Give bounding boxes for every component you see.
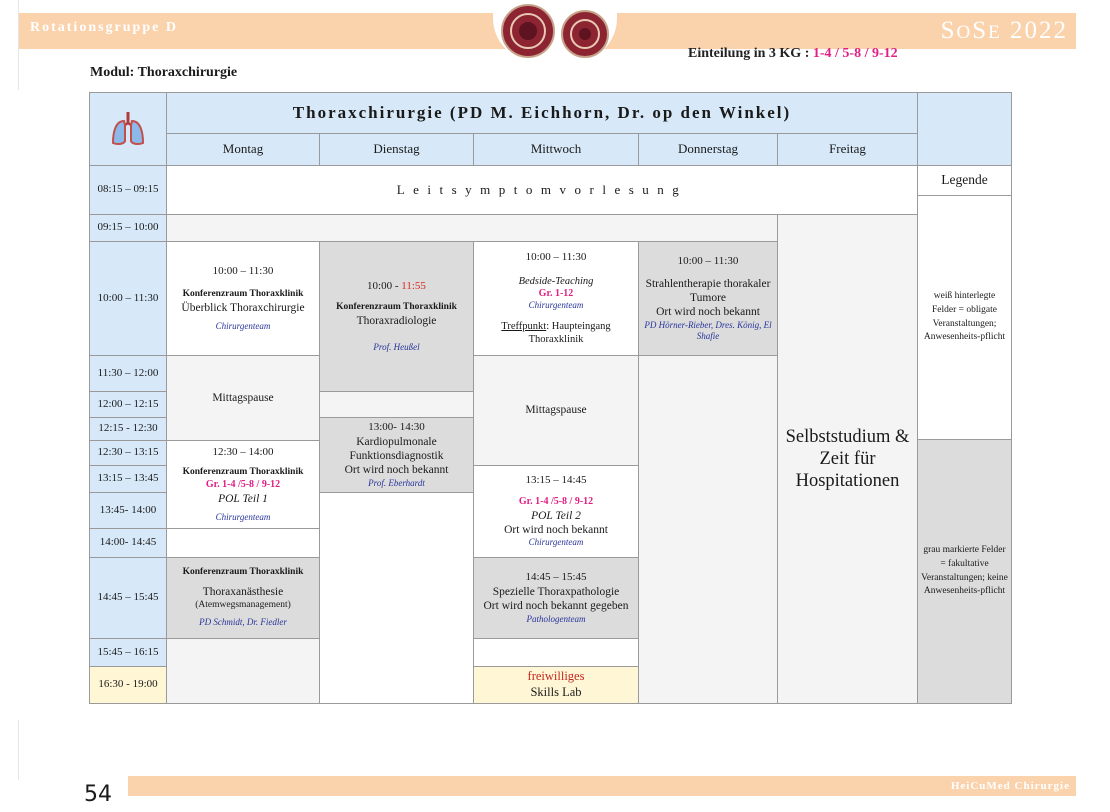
leitsymptom-lecture: Leitsymptomvorlesung [167,166,918,215]
friday-self-study: Selbststudium & Zeit für Hospitationen [778,215,918,704]
schedule-table [89,92,1012,704]
time-slot: 10:00 – 11:30 [90,242,167,356]
time-slot: 09:15 – 10:00 [90,215,167,242]
empty-slot [639,356,778,704]
time-slot: 13:15 – 13:45 [90,466,167,493]
day-tuesday: Dienstag [320,134,474,166]
empty-slot [167,639,320,704]
monday-lunch: Mittagspause [167,356,320,441]
empty-slot [474,639,639,667]
wednesday-lunch: Mittagspause [474,356,639,466]
header-blank [918,93,1012,166]
lungs-icon [108,109,148,149]
wednesday-session-pathology: 14:45 – 15:45 Spezielle Thoraxpathologie Ort wird noch bekannt gegeben Pathologenteam [474,558,639,639]
page-number: 54 [84,782,112,807]
time-slot: 12:30 – 13:15 [90,441,167,466]
wednesday-session-pol: 13:15 – 14:45 Gr. 1-4 /5-8 / 9-12 POL Teil 2 Ort wird noch bekannt Chirurgenteam [474,466,639,558]
rotation-group-title: Rotationsgruppe D [30,20,178,35]
time-slot: 16:30 - 19:00 [90,667,167,704]
group-assignment: Einteilung in 3 KG : 1-4 / 5-8 / 9-12 [688,46,898,61]
monday-session-overview: 10:00 – 11:30 Konferenzraum Thoraxklinik Überblick Thoraxchirurgie Chirurgenteam [167,242,320,356]
legend-label: Legende [918,166,1012,196]
monday-session-anaesthesia: Konferenzraum Thoraxklinik Thoraxanästhesie (Atemwegsmanagement) PD Schmidt, Dr. Fiedler [167,558,320,639]
time-slot: 11:30 – 12:00 [90,356,167,392]
footer-label: HeiCuMed Chirurgie [950,780,1070,792]
margin-line [18,0,19,90]
module-title: Modul: Thoraxchirurgie [90,65,238,80]
logo-area [493,0,617,62]
empty-slot [167,529,320,558]
faculty-seal-icon [561,10,609,58]
semester-label: SOSE 2022 [940,17,1068,44]
university-seal-icon [501,4,555,58]
time-slot: 14:45 – 15:45 [90,558,167,639]
empty-slot [167,215,778,242]
legend-grey: grau markierte Felder = fakultative Veranstaltungen; keine Anwesenheits-pflicht [918,440,1012,704]
tuesday-session-radiology: 10:00 - 11:55 Konferenzraum Thoraxklinik Thoraxradiologie Prof. Heußel [320,242,474,392]
time-slot: 13:45- 14:00 [90,493,167,529]
lungs-cell [90,93,167,166]
time-slot: 14:00- 14:45 [90,529,167,558]
wednesday-skills-lab: freiwilliges Skills Lab [474,667,639,704]
table-title: Thoraxchirurgie (PD M. Eichhorn, Dr. op den Winkel) [167,93,918,134]
empty-slot [320,493,474,704]
time-slot: 12:15 - 12:30 [90,418,167,441]
time-slot: 12:00 – 12:15 [90,392,167,418]
time-slot: 08:15 – 09:15 [90,166,167,215]
time-slot: 15:45 – 16:15 [90,639,167,667]
wednesday-session-bedside: 10:00 – 11:30 Bedside-Teaching Gr. 1-12 Chirurgenteam Treffpunkt: Haupteingang Thoraxklinik [474,242,639,356]
day-monday: Montag [167,134,320,166]
margin-line [18,720,19,780]
day-thursday: Donnerstag [639,134,778,166]
tuesday-session-cardiopulmonary: 13:00- 14:30 Kardiopulmonale Funktionsdiagnostik Ort wird noch bekannt Prof. Eberhardt [320,418,474,493]
legend-white: weiß hinterlegte Felder = obligate Veranstaltungen; Anwesenheits-pflicht [918,196,1012,440]
thursday-session-radiotherapy: 10:00 – 11:30 Strahlentherapie thorakaler Tumore Ort wird noch bekannt PD Hörner-Rieber, Dres. König, El Shafie [639,242,778,356]
day-friday: Freitag [778,134,918,166]
monday-session-pol: 12:30 – 14:00 Konferenzraum Thoraxklinik Gr. 1-4 /5-8 / 9-12 POL Teil 1 Chirurgenteam [167,441,320,529]
empty-slot [320,392,474,418]
footer-band [128,776,1076,796]
day-wednesday: Mittwoch [474,134,639,166]
